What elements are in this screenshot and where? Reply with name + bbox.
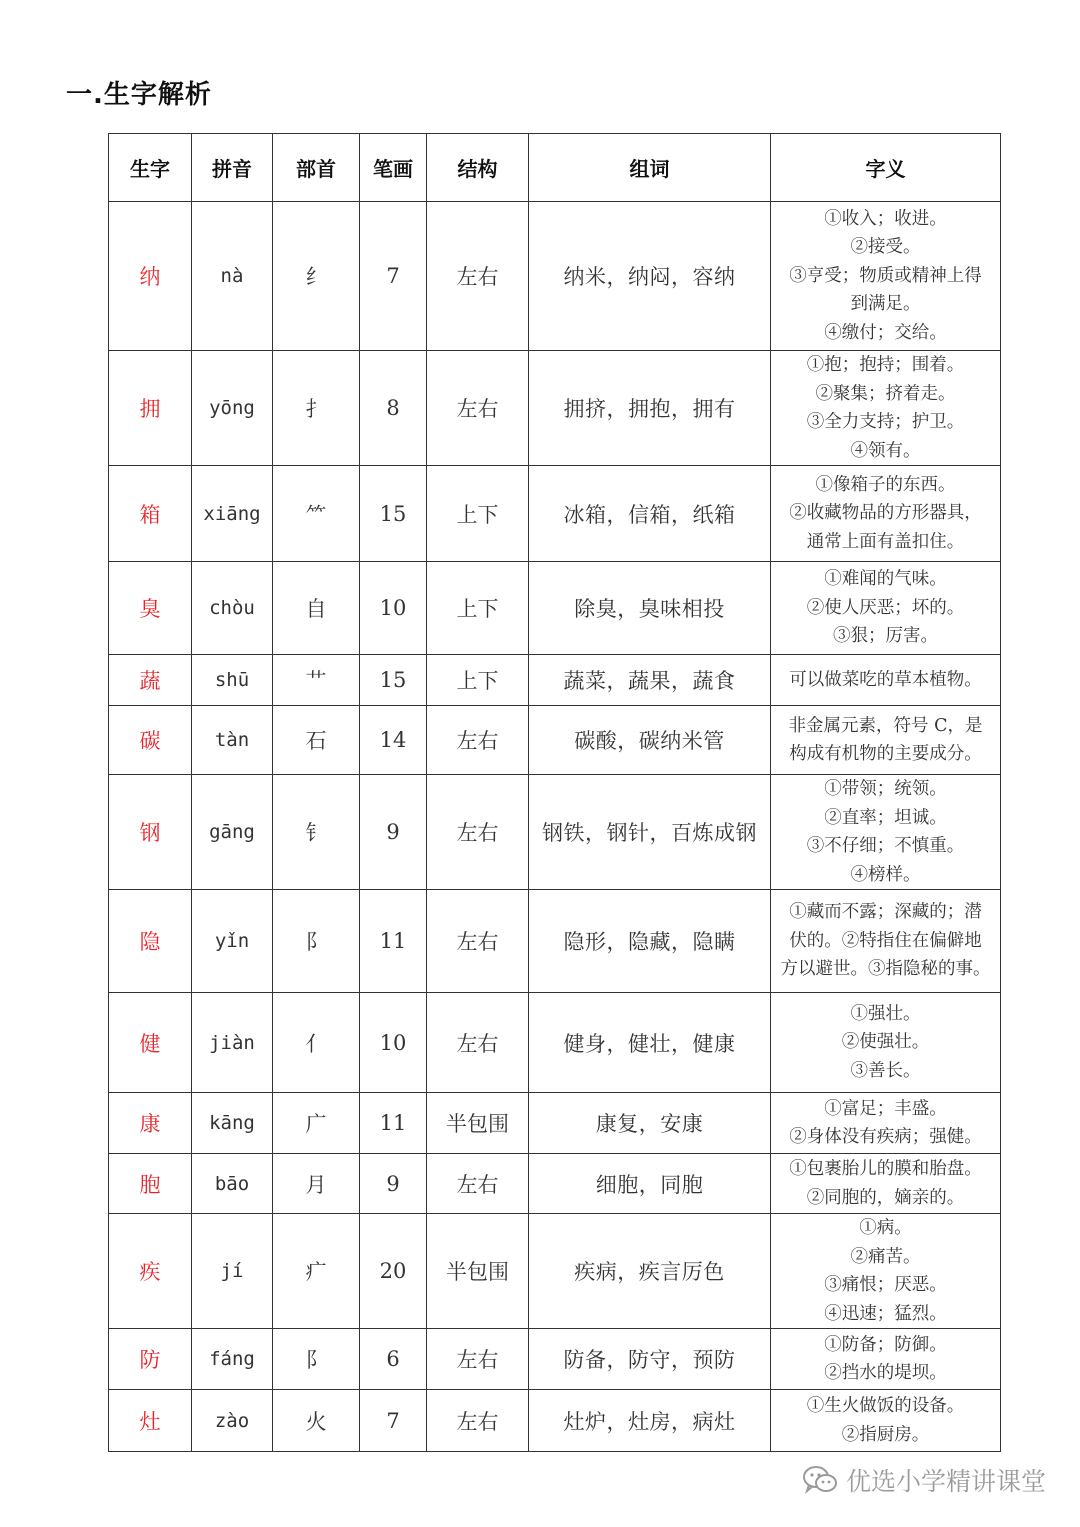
pinyin-cell: chòu: [192, 562, 273, 655]
meaning-line: ②使人厌恶；坏的。: [806, 597, 965, 618]
meaning-line: ②身体没有疾病；强健。: [789, 1127, 982, 1147]
meaning-cell: [771, 1093, 1001, 1154]
words-cell: 健身，健壮，健康: [529, 993, 771, 1093]
watermark-text: 优选小学精讲课堂: [845, 1467, 1046, 1496]
character-cell: 拥: [109, 351, 192, 466]
pinyin-cell: bāo: [192, 1154, 273, 1214]
strokes-cell: 9: [360, 775, 427, 890]
words-cell: 纳米，纳闷，容纳: [529, 202, 771, 351]
meaning-cell: [771, 1214, 1001, 1329]
strokes-cell: 10: [360, 562, 427, 655]
meaning-line: ②挡水的堤坝。: [824, 1363, 947, 1383]
meaning-cell: [771, 202, 1001, 351]
table-row: [109, 1214, 1001, 1329]
strokes-cell: 14: [360, 706, 427, 775]
character-cell: 灶: [109, 1390, 192, 1452]
meaning-cell: [771, 1329, 1001, 1390]
table-row: [109, 1154, 1001, 1214]
watermark: [802, 1462, 1046, 1498]
meaning-line: ②指厨房。: [841, 1424, 930, 1445]
words-cell: 隐形，隐藏，隐瞒: [529, 890, 771, 993]
words-cell: 冰箱，信箱，纸箱: [529, 466, 771, 562]
meaning-line: ③善长。: [850, 1060, 921, 1081]
words-cell: 灶炉，灶房，病灶: [529, 1390, 771, 1452]
radical-cell: 艹: [273, 655, 360, 706]
words-cell: 钢铁，钢针，百炼成钢: [529, 775, 771, 890]
structure-cell: 左右: [427, 1154, 529, 1214]
meaning-line: ③狠；厉害。: [833, 626, 938, 647]
words-cell: 碳酸，碳纳米管: [529, 706, 771, 775]
meaning-line: ②直率；坦诚。: [824, 807, 947, 828]
structure-cell: 左右: [427, 890, 529, 993]
character-analysis-table: [108, 133, 1001, 1452]
radical-cell: 钅: [273, 775, 360, 890]
table-row: [109, 466, 1001, 562]
words-cell: 除臭，臭味相投: [529, 562, 771, 655]
structure-cell: 上下: [427, 562, 529, 655]
table-row: [109, 202, 1001, 351]
structure-cell: 左右: [427, 993, 529, 1093]
strokes-cell: 8: [360, 351, 427, 466]
meaning-line: ①收入；收进。: [824, 208, 947, 229]
structure-cell: 左右: [427, 1390, 529, 1452]
character-cell: 碳: [109, 706, 192, 775]
radical-cell: ⺮: [273, 466, 360, 562]
words-cell: 拥挤，拥抱，拥有: [529, 351, 771, 466]
pinyin-cell: xiāng: [192, 466, 273, 562]
section-title: 一.生字解析: [66, 80, 212, 110]
character-cell: 钢: [109, 775, 192, 890]
table-row: [109, 993, 1001, 1093]
meaning-line: ②接受。: [850, 237, 921, 258]
meaning-line: ①抱；抱持；围着。: [806, 355, 965, 375]
meaning-line: ②聚集；挤着走。: [815, 383, 956, 404]
table-row: [109, 706, 1001, 775]
pinyin-cell: kāng: [192, 1093, 273, 1154]
meaning-cell: [771, 351, 1001, 466]
meaning-cell: [771, 775, 1001, 890]
radical-cell: 石: [273, 706, 360, 775]
meaning-line: ③全力支持；护卫。: [806, 412, 965, 432]
structure-cell: 左右: [427, 706, 529, 775]
table-row: [109, 1329, 1001, 1390]
meaning-line: ③亨受；物质或精神上得: [789, 265, 982, 286]
meaning-cell: [771, 466, 1001, 562]
character-cell: 蔬: [109, 655, 192, 706]
radical-cell: 火: [273, 1390, 360, 1452]
character-cell: 健: [109, 993, 192, 1093]
meaning-cell: [771, 1390, 1001, 1452]
pinyin-cell: zào: [192, 1390, 273, 1452]
header-strokes: 笔画: [360, 134, 427, 202]
meaning-line: ②使强壮。: [841, 1032, 930, 1053]
strokes-cell: 7: [360, 202, 427, 351]
structure-cell: 半包围: [427, 1093, 529, 1154]
table-header-row: [109, 134, 1001, 202]
character-cell: 隐: [109, 890, 192, 993]
structure-cell: 左右: [427, 1329, 529, 1390]
strokes-cell: 15: [360, 655, 427, 706]
meaning-cell: [771, 706, 1001, 775]
meaning-line: 通常上面有盖扣住。: [806, 531, 965, 552]
character-cell: 防: [109, 1329, 192, 1390]
strokes-cell: 9: [360, 1154, 427, 1214]
meaning-line: ②痛苦。: [850, 1246, 921, 1267]
character-cell: 康: [109, 1093, 192, 1154]
radical-cell: 自: [273, 562, 360, 655]
meaning-line: ①像箱子的东西。: [815, 474, 956, 495]
meaning-cell: [771, 655, 1001, 706]
table-row: [109, 655, 1001, 706]
structure-cell: 左右: [427, 775, 529, 890]
table-row: [109, 562, 1001, 655]
meaning-line: ①难闻的气味。: [824, 569, 947, 590]
strokes-cell: 11: [360, 1093, 427, 1154]
character-cell: 疾: [109, 1214, 192, 1329]
words-cell: 康复，安康: [529, 1093, 771, 1154]
radical-cell: 广: [273, 1093, 360, 1154]
meaning-line: ④缴付；交给。: [824, 322, 947, 343]
meaning-line: ①包裹胎儿的膜和胎盘。: [789, 1159, 982, 1179]
words-cell: 蔬菜，蔬果，蔬食: [529, 655, 771, 706]
wechat-icon: [802, 1465, 838, 1495]
character-cell: 纳: [109, 202, 192, 351]
structure-cell: 上下: [427, 655, 529, 706]
pinyin-cell: gāng: [192, 775, 273, 890]
words-cell: 防备，防守，预防: [529, 1329, 771, 1390]
radical-cell: 扌: [273, 351, 360, 466]
structure-cell: 半包围: [427, 1214, 529, 1329]
meaning-line: ①富足；丰盛。: [824, 1098, 947, 1119]
meaning-line: 方以避世。③指隐秘的事。: [780, 959, 991, 980]
pinyin-cell: jí: [192, 1214, 273, 1329]
meaning-line: ①带领；统领。: [824, 779, 947, 799]
radical-cell: 月: [273, 1154, 360, 1214]
structure-cell: 左右: [427, 202, 529, 351]
header-radical: 部首: [273, 134, 360, 202]
pinyin-cell: yōng: [192, 351, 273, 466]
meaning-line: ③不仔细；不慎重。: [806, 836, 965, 856]
header-character: 生字: [109, 134, 192, 202]
strokes-cell: 11: [360, 890, 427, 993]
meaning-line: ①病。: [859, 1218, 912, 1238]
meaning-line: 伏的。②特指住在偏僻地: [789, 930, 982, 951]
radical-cell: 阝: [273, 890, 360, 993]
meaning-line: 可以做菜吃的草本植物。: [789, 669, 982, 690]
table-row: [109, 1390, 1001, 1452]
meaning-line: ②同胞的，嫡亲的。: [806, 1187, 965, 1208]
meaning-cell: [771, 562, 1001, 655]
radical-cell: 阝: [273, 1329, 360, 1390]
pinyin-cell: shū: [192, 655, 273, 706]
meaning-line: ①强壮。: [850, 1003, 921, 1024]
meaning-line: 非金属元素，符号 C，是: [788, 715, 983, 736]
pinyin-cell: nà: [192, 202, 273, 351]
strokes-cell: 20: [360, 1214, 427, 1329]
words-cell: 细胞，同胞: [529, 1154, 771, 1214]
meaning-line: ④迅速；猛烈。: [824, 1303, 947, 1324]
character-cell: 胞: [109, 1154, 192, 1214]
strokes-cell: 15: [360, 466, 427, 562]
words-cell: 疾病，疾言厉色: [529, 1214, 771, 1329]
meaning-line: 构成有机物的主要成分。: [789, 744, 982, 764]
structure-cell: 左右: [427, 351, 529, 466]
radical-cell: 亻: [273, 993, 360, 1093]
pinyin-cell: yǐn: [192, 890, 273, 993]
header-meaning: 字义: [771, 134, 1001, 202]
pinyin-cell: jiàn: [192, 993, 273, 1093]
meaning-line: ④榜样。: [850, 864, 921, 885]
meaning-cell: [771, 1154, 1001, 1214]
table-row: [109, 775, 1001, 890]
meaning-line: ④领有。: [850, 440, 921, 461]
meaning-line: ①生火做饭的设备。: [806, 1396, 965, 1416]
table-row: [109, 351, 1001, 466]
meaning-line: 到满足。: [850, 294, 921, 315]
radical-cell: 纟: [273, 202, 360, 351]
meaning-line: ①防备；防御。: [824, 1334, 947, 1355]
radical-cell: 疒: [273, 1214, 360, 1329]
meaning-cell: [771, 993, 1001, 1093]
pinyin-cell: fáng: [192, 1329, 273, 1390]
character-cell: 臭: [109, 562, 192, 655]
strokes-cell: 7: [360, 1390, 427, 1452]
meaning-line: ②收藏物品的方形器具，: [789, 503, 982, 524]
strokes-cell: 6: [360, 1329, 427, 1390]
meaning-line: ③痛恨；厌恶。: [824, 1275, 947, 1295]
pinyin-cell: tàn: [192, 706, 273, 775]
header-structure: 结构: [427, 134, 529, 202]
meaning-cell: [771, 890, 1001, 993]
meaning-line: ①藏而不露；深藏的；潜: [789, 902, 982, 923]
table-row: [109, 890, 1001, 993]
header-pinyin: 拼音: [192, 134, 273, 202]
character-cell: 箱: [109, 466, 192, 562]
table-row: [109, 1093, 1001, 1154]
structure-cell: 上下: [427, 466, 529, 562]
strokes-cell: 10: [360, 993, 427, 1093]
header-words: 组词: [529, 134, 771, 202]
